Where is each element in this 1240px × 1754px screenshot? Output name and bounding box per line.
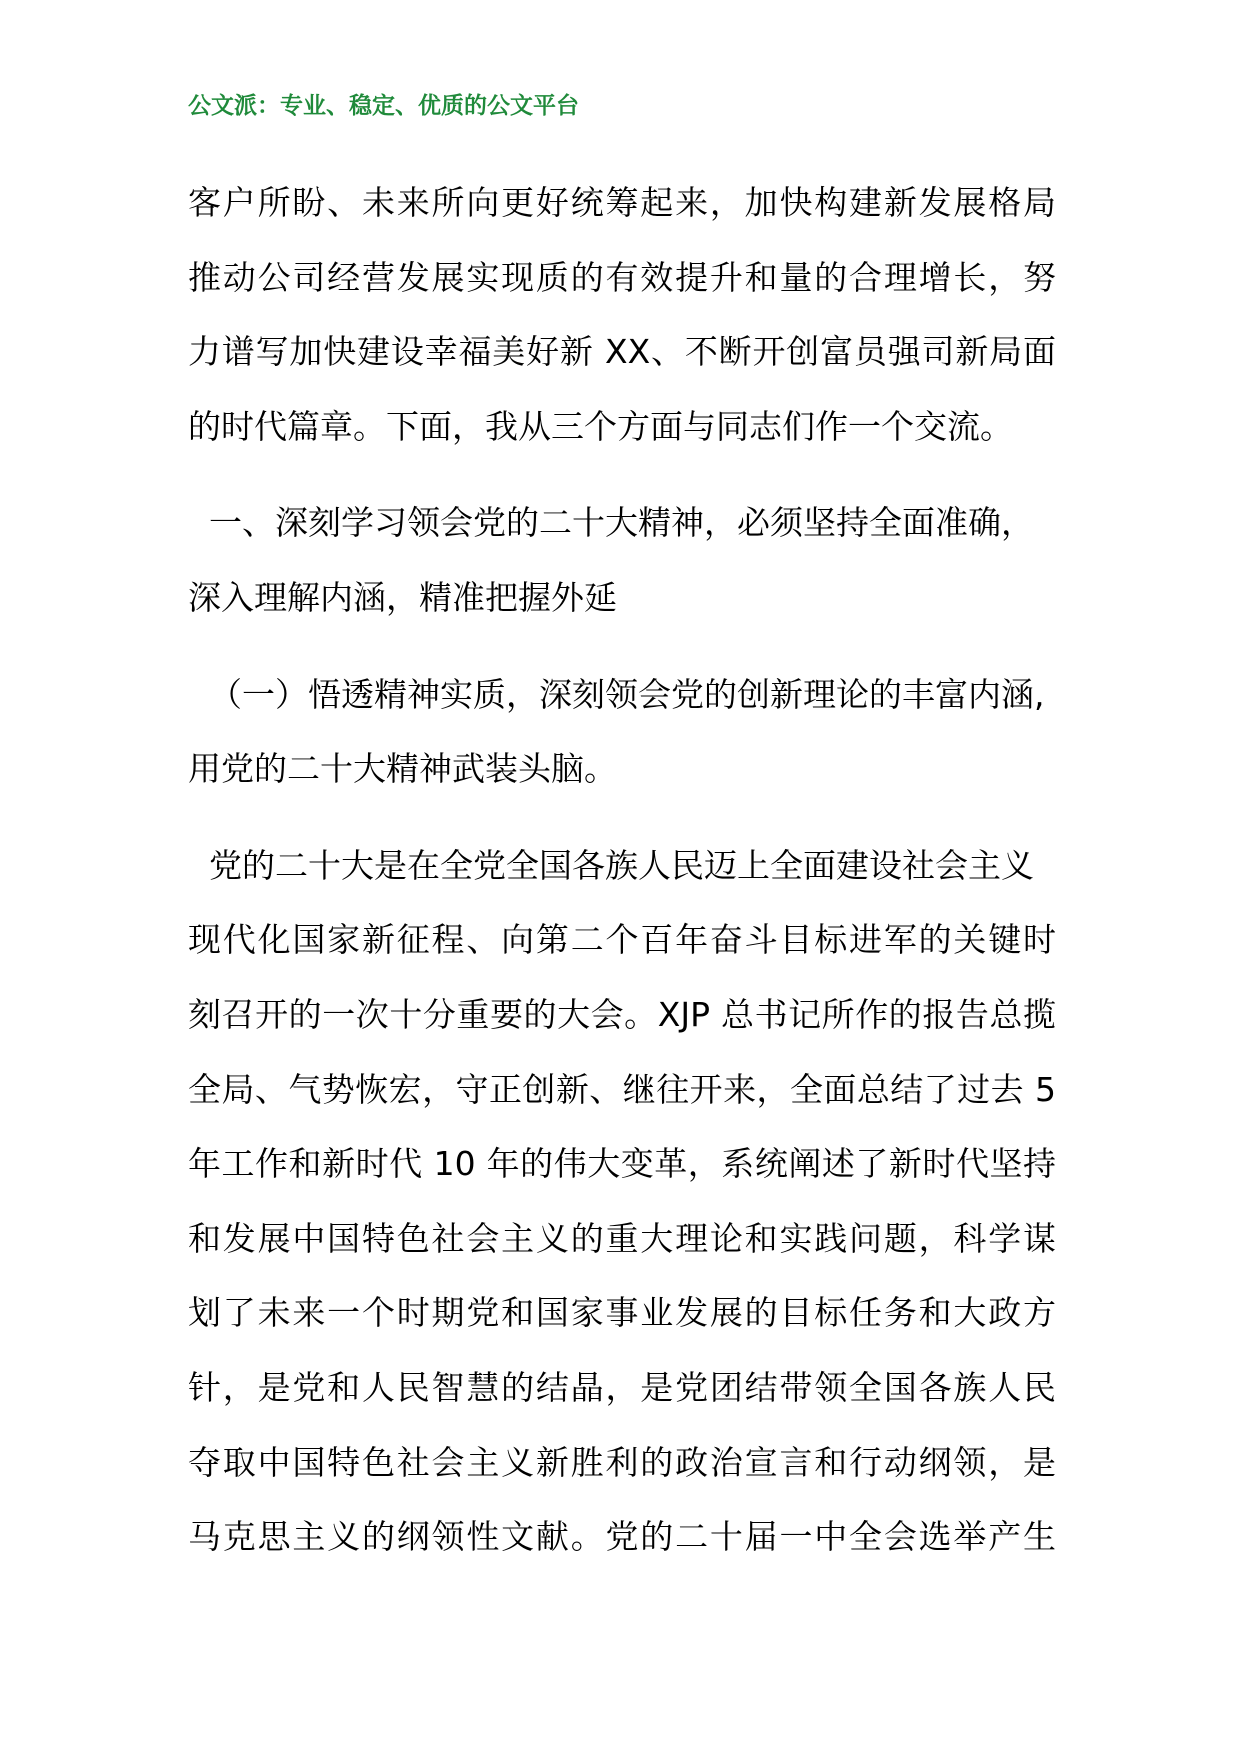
text-line: 用党的二十大精神武装头脑。 [188, 749, 617, 789]
text-line: 客户所盼、未来所向更好统筹起来，加快构建新发展格局 [188, 183, 1056, 222]
paragraph-main [188, 829, 1056, 1575]
subsection-heading-1 [188, 658, 1056, 807]
paragraph-intro [188, 166, 1056, 464]
section-heading-1 [188, 486, 1056, 635]
text-line: 年工作和新时代 10 年的伟大变革，系统阐述了新时代坚持 [188, 1144, 1056, 1184]
text-line: 党的二十大是在全党全国各族人民迈上全面建设社会主义 [188, 845, 1034, 885]
text-line: 力谱写加快建设幸福美好新 XX、不断开创富员强司新局面 [188, 332, 1056, 372]
text-line: 一、深刻学习领会党的二十大精神，必须坚持全面准确， [188, 503, 1034, 543]
text-line: 推动公司经营发展实现质的有效提升和量的合理增长，努 [188, 257, 1056, 297]
document-body [188, 166, 1056, 1575]
text-line: 针，是党和人民智慧的结晶，是党团结带领全国各族人民 [188, 1367, 1056, 1407]
text-line: 刻召开的一次十分重要的大会。XJP 总书记所作的报告总揽 [188, 994, 1056, 1034]
text-line: 划了未来一个时期党和国家事业发展的目标任务和大政方 [188, 1293, 1056, 1333]
site-header: 公文派：专业、稳定、优质的公文平台 [188, 93, 579, 119]
text-line: 夺取中国特色社会主义新胜利的政治宣言和行动纲领，是 [188, 1442, 1056, 1482]
text-line: （一）悟透精神实质，深刻领会党的创新理论的丰富内涵, [188, 674, 1045, 714]
text-line: 的时代篇章。下面，我从三个方面与同志们作一个交流。 [188, 406, 1013, 446]
text-line: 现代化国家新征程、向第二个百年奋斗目标进军的关键时 [188, 920, 1056, 960]
text-line: 马克思主义的纲领性文献。党的二十届一中全会选举产生 [188, 1517, 1056, 1557]
text-line: 全局、气势恢宏，守正创新、继往开来，全面总结了过去 5 [188, 1069, 1056, 1109]
text-line: 深入理解内涵，精准把握外延 [188, 577, 617, 617]
text-line: 和发展中国特色社会主义的重大理论和实践问题，科学谋 [188, 1218, 1056, 1258]
